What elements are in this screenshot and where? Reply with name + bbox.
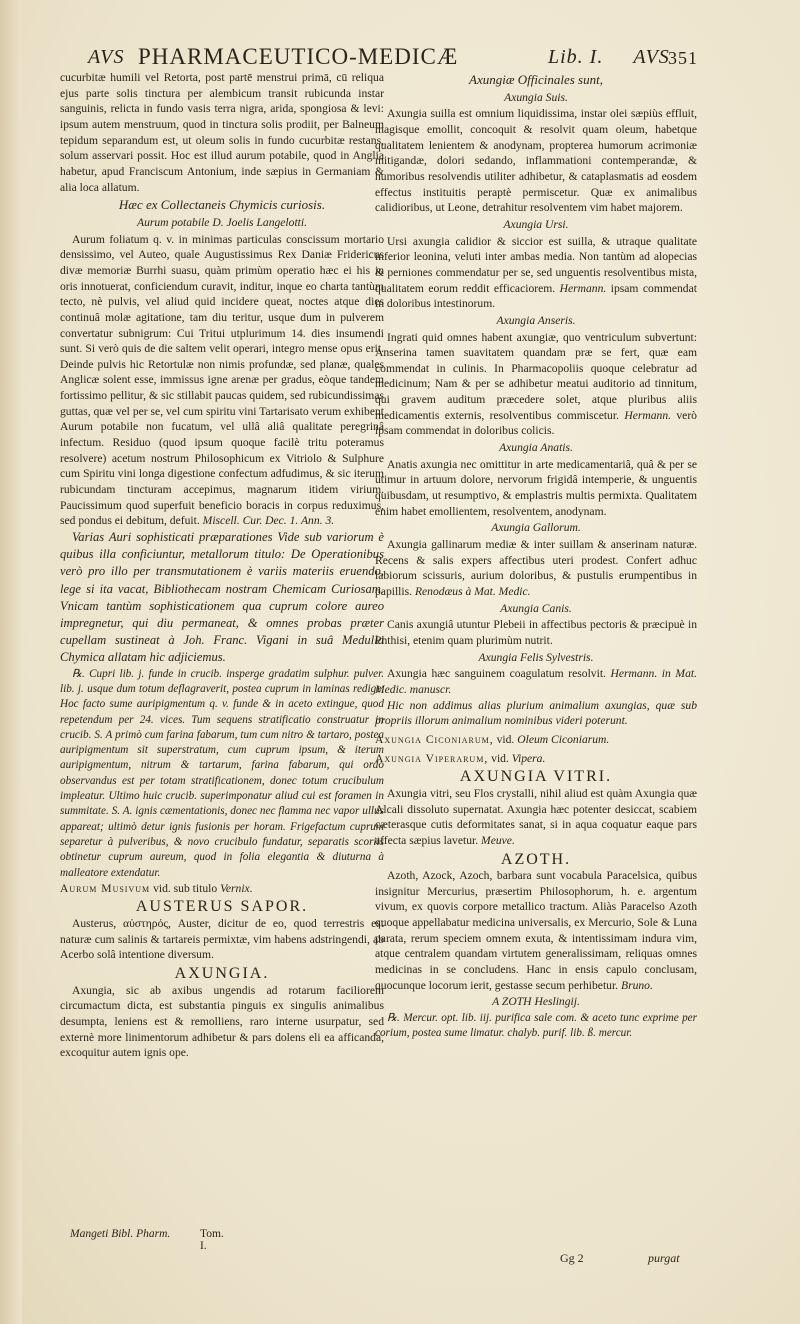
heading-axungia-anseris: Axungia Anseris. xyxy=(496,313,576,327)
header-left-word: AVS xyxy=(88,46,125,68)
heading-axungia-gallorum: Axungia Gallorum. xyxy=(491,521,581,535)
paragraph-axungia-gallorum: Axungia gallinarum mediæ & inter suillam & anserinam naturæ. Recens & salis expers affectibus uteri prodest. Confert adhuc labiorum scissuris, aurium doloribus, & pustulis erumpentibus in papillis. Renodæus à Mat. Medic. xyxy=(375,538,697,598)
paragraph-axungia-suis: Axungia suilla est omnium liquidissima, instar olei sæpiùs effluit, magisque emollit, concoquit & resolvit quam oleum, habetque qualitatem lenientem & anodynam, propterea humorum acrimoniæ mitigandæ, dolori sedando, inflammationi contemperandæ, & humoribus resolvendis utiliter adhibetur, & cataplasmatis ad eosdem effectus instituitis peraptè permiscetur. Quæ ex animalibus calidioribus, ut Leone, detrahitur resolventem vim habet majorem. xyxy=(375,107,697,215)
paragraph-note: Hic non addimus alias plurium animalium axungias, quæ sub propriis illorum animalium nominibus videri poterunt. xyxy=(375,698,697,728)
entry-aurum-musivum: Aurum Musivum vid. sub titulo Vernix. xyxy=(60,881,253,895)
paragraph-axungia-ursi: Ursi axungia calidior & siccior est suilla, & utraque qualitate inferior leonina, veluti inter ambas media. Non tantùm ad alopecias & perniones commendatur per se, sed unguentis resolventibus mista, qualitatem eorum reddit efficaciorem. Hermann. ipsam commendat in doloribus intestinorum. xyxy=(375,234,697,311)
paragraph-azoth-recipe: ℞. Mercur. opt. lib. iij. purifica sale com. & aceto tunc exprime per corium, postea sume limatur. chalyb. purif. lib. ß. mercur. xyxy=(375,1012,697,1040)
right-column xyxy=(375,70,697,1042)
footer-tome: Tom. I. xyxy=(200,1228,224,1252)
heading-azoth: AZOTH. xyxy=(500,850,572,868)
heading-axungia-ursi: Axungia Ursi. xyxy=(503,217,569,231)
paragraph-axungia-felis: Axungia hæc sanguinem coagulatum resolvit. Hermann. in Mat. Medic. manuscr. xyxy=(375,667,697,696)
heading-axungiae-officinales: Axungiæ Officinales sunt, xyxy=(469,72,603,87)
paragraph-axungia-anseris: Ingrati quid omnes habent axungiæ, quo ventriculum subvertunt: Anserina tamen suavitatem quandam præ se fert, quæ eam commendat in culinis. In Pharmacopoliis quoque celebratur ad medicinum; Nam & per se adhibetur meatui auditorio ad tinnitum, qui gravem auditum præcedere solet, atque pluribus aliis medicamentis externis, resolventibus commiscetur. Hermann. verò ipsam commendat in doloribus colicis. xyxy=(375,330,697,438)
paragraph-recipe-cupri: ℞. Cupri lib. j. funde in crucib. insperge gradatim sulphur. pulver. lib. j. usque dum totum deflagraverit, postea cuprum in laminas redige. Hoc facto sume auripigmentum q. v. funde & in aceto extingue, quod repetendum per 24. vices. Tum sequens stratificatio construatur in crucib. S. A primò cum farina fabarum, tum cum nitro & tartaro, postea auripigmentum sit superstratum, cum cuprum ipsum, & iterum auripigmentum, nitrum & tartarum, farina fabarum, qui ordo observandus est per totam stratificationem, donec totum crucibulum impleatur. Ultimo huic crucib. superimponatur aliud cui est foramen in summitate. S. A. ignis cæmentationis, donec nec flamma nec vapor ullus appareat; ultimò detur ignis fusionis per horam. Frigefactum cuprum separetur à pulveribus, & novo crucibulo fundatur, separatis scoriis obtinetur cuprum aureum, quod in folia elegantia & diuturna à malleatore extendatur. xyxy=(60,667,384,879)
page-gutter-shadow xyxy=(0,0,22,1324)
paragraph-axungia-vitri: Axungia vitri, seu Flos crystalli, nihil aliud est quàm Axungia quæ Alcali dissoluto supernatat. Axungia hæc potenter desiccat, scabiem cæterasque cutis deformitates sanat, si in aqua coquatur eaque pars affecta sæpius lavetur. Meuve. xyxy=(375,786,697,847)
paragraph-varias-auri: Varias Auri sophisticati præparationes Vide sub variorum è quibus illa conficiuntur, metallorum titulo: De Operationibus verò pro illo per transmutationem è variis materiis eruendo, lege si ita vacat, Bibliothecam nostram Chemicam Curiosam. Vnicam tantùm sophisticationem qua cuprum colore aureo impregnetur, qui diu permaneat, & omnes probas præter cupellam sustineat à Joh. Franc. Vigani in suâ Medulla Chymica allatam hic adjiciemus. xyxy=(60,530,384,665)
heading-aurum-potabile: Aurum potabile D. Joelis Langelotti. xyxy=(136,215,308,229)
signature-mark: Gg 2 xyxy=(560,1251,584,1265)
heading-azoth-heslingij: A ZOTH Heslingij. xyxy=(492,995,580,1009)
page-number: 351 xyxy=(668,48,698,68)
left-column xyxy=(60,70,384,1061)
running-header xyxy=(28,40,788,74)
entry-viperarum: Axungia Viperarum, vid. Vipera. xyxy=(375,751,546,765)
header-book: Lib. I. AVS xyxy=(548,46,670,68)
heading-axungia-felis: Axungia Felis Sylvestris. xyxy=(478,650,594,664)
heading-collectaneis: Hæc ex Collectaneis Chymicis curiosis. xyxy=(118,197,326,213)
entry-ciconiarum: Axungia Ciconiarum, vid. Oleum Ciconiarum. xyxy=(375,732,610,746)
paragraph-axungia-canis: Canis axungiâ utuntur Plebeii in affectibus pectoris & præcipuè in Phthisi, etenim quam plurimùm nutrit. xyxy=(375,618,697,647)
heading-axungia-canis: Axungia Canis. xyxy=(500,601,572,615)
paragraph-azoth: Azoth, Azock, Azoch, barbara sunt vocabula Paracelsica, quibus insignitur Mercurius, præsertim Philosophorum, h. e. argentum vivum, ex quovis corpore metallico tractum. Aliàs Paracelso Azoth quoque appellabatur medicina universalis, ex Mercurio, Sole & Luna parata, rerum speciem omnem exuta, & intentissimam indura vim, atque centralem quandam virtutem generalissimam, reliquas omnes medicinas in se concludens. Hanc in ensis capulo conclusam, quocunque locorum ierit, gestasse secum perhibetur. Bruno. xyxy=(375,869,697,992)
heading-axungia-anatis: Axungia Anatis. xyxy=(499,441,573,455)
paragraph-solis-tinctura: cucurbitæ humili vel Retorta, post partē menstrui primā, cū reliqua ejus parte solis tinctura per alembicum transit rubicunda instar sanguinis, relicta in fundo vasis terra nigra, arida, spongiosa & levi: ipsum autem menstruum, quod in tinctura solis prodiit, per Balneum tepidum separandum est, ut oleum solis in fundo cucurbitæ restans, solum asservari possit. Hoc est illud aurum potabile, quod in Anglia habetur, apud Franciscum Antonium, inde sæpius in Germaniam & alia loca allatum. xyxy=(60,71,384,194)
footer-source: Mangeti Bibl. Pharm. xyxy=(70,1228,171,1240)
heading-austerus-sapor: AUSTERUS SAPOR. xyxy=(135,898,309,916)
citation-miscell: Miscell. Cur. Dec. 1. Ann. 3. xyxy=(202,514,335,528)
heading-axungia-suis: Axungia Suis. xyxy=(504,90,568,104)
heading-axungia-vitri: AXUNGIA VITRI. xyxy=(459,768,613,786)
catchword: purgat xyxy=(648,1251,680,1265)
paragraph-axungia-anatis: Anatis axungia nec omittitur in arte medicamentariâ, quâ & per se utimur in artuum dolore, nervorum frigidâ intemperie, & unguentis quibusdam, ut resumptivo, & emplastris multis permixta. Qualitatem enim habet emollientem, resolventem, anodynam. xyxy=(375,457,697,518)
heading-axungia: AXUNGIA. xyxy=(174,965,270,983)
header-title: PHARMACEUTICO-MEDICÆ xyxy=(138,44,459,69)
paragraph-axungia: Axungia, sic ab axibus ungendis ad rotarum faciliorem circumactum dicta, est substantia pinguis ex singulis animalibus desumpta, leniens est & remolliens, raro interne usurpatur, sed externè more linimentorum adhibetur & pars dolens eli ea afficanda, excoquitur autem ignis ope. xyxy=(60,983,384,1060)
paragraph-aurum-potabile: Aurum foliatum q. v. in minimas particulas conscissum mortario densissimo, vel Auteo, quale Augustissimus Rex Daniæ Fridericus divæ memoriæ Burrhi suasu, quàm primùm operatio hæc ei his in oris innotuerat, conficiendum curavit, inditur, inque eo charta tantùm tecto, nè pulvis, vel aliud quid incidere queat, noctes atque dies continuâ molæ agitatione, tam diu teritur, usque dum in pulverem convertatur subnigrum: Cui Tritui utplurimum 14. dies insumendi sunt. Si verò quis de die saltem velit operari, integro mense opus erit. Deinde pulvis hic Retortulæ non nimis profundæ, sed planæ, quales Anglicæ solent esse, immissus igne arenæ per gradus, eòque tandem fortissimo pellitur, & sic stillabit paucas quidem, sed rubicundissimas guttas, quæ vel per se, vel cum spiritu vini Tartarisato verum exhibent Aurum potabile non fucatum, vel ullâ aliâ qualitate peregrinâ infectum. Residuo (quod ipsum quoque facilè tritu poteramus resolvere) acetum nostrum Philosophicum ex Vitriolo & Sulphure cum Spiritu vini longa digestione confectum adfudimus, & sic iterum rubicundam tincturam accepimus, magnarum itidem virium. Paucissimum quod superfuit beneficio boracis in corpus reduximus, sed pondus ei debitum, defuit. Miscell. Cur. Dec. 1. Ann. 3. xyxy=(60,232,384,528)
paragraph-austerus: Austerus, αὐστηρός, Auster, dicitur de eo, quod terrestris est naturæ cum salinis & tartareis permixtæ, vim habens adstringendi, ab Acerbo solâ intentione diversum. xyxy=(60,917,384,962)
